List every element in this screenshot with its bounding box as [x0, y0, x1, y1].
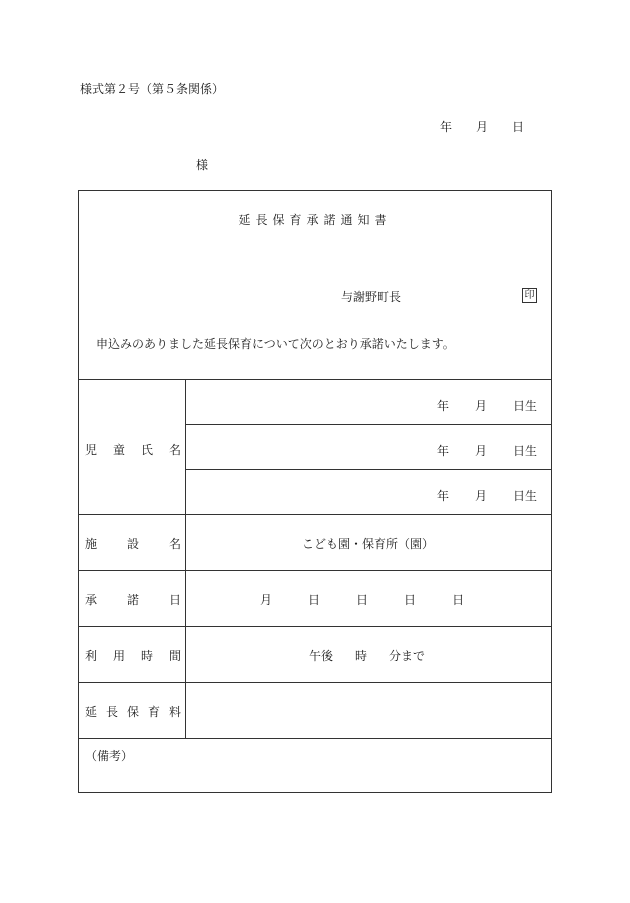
approval-date-value: 月 日 日 日 日	[260, 593, 465, 607]
divider	[79, 514, 551, 515]
remarks-label: （備考）	[85, 749, 134, 763]
notice-form	[78, 190, 552, 793]
issuer-name: 与謝野町長	[341, 290, 402, 304]
label-char: 諾	[126, 593, 139, 607]
label-char: 名	[168, 443, 181, 457]
label-char: 育	[147, 705, 160, 719]
label-char: 延	[85, 705, 98, 719]
usage-time-label	[85, 647, 181, 664]
label-char: 長	[105, 705, 118, 719]
label-char: 設	[126, 537, 139, 551]
divider	[79, 626, 551, 627]
label-char: 日	[168, 593, 181, 607]
facility-value: こども園・保育所（園）	[301, 537, 434, 551]
label-char: 用	[112, 649, 125, 663]
extended-care-fee-label	[85, 703, 181, 720]
divider	[79, 682, 551, 683]
label-char: 児	[85, 443, 98, 457]
facility-label	[85, 535, 181, 552]
notice-body-text: 申込みのありました延長保育について次のとおり承諾いたします。	[96, 337, 455, 351]
child-dob-row-2: 年 月 日生	[437, 444, 537, 458]
label-char: 料	[168, 705, 181, 719]
child-dob-row-1: 年 月 日生	[437, 399, 537, 413]
label-char: 童	[112, 443, 125, 457]
divider	[185, 424, 551, 425]
divider	[79, 738, 551, 739]
form-number: 様式第２号（第５条関係）	[80, 82, 225, 96]
column-divider	[185, 379, 186, 738]
divider	[185, 469, 551, 470]
date-day: 日	[512, 120, 525, 134]
divider	[79, 379, 551, 380]
divider	[79, 570, 551, 571]
approval-date-label	[85, 591, 181, 608]
usage-time-value: 午後 時 分まで	[309, 649, 426, 663]
label-char: 名	[168, 537, 181, 551]
date-line	[440, 118, 524, 135]
label-char: 施	[85, 537, 98, 551]
label-char: 氏	[140, 443, 153, 457]
child-dob-row-3: 年 月 日生	[437, 489, 537, 503]
document-title: 延長保育承諾通知書	[238, 213, 392, 227]
addressee-honorific: 様	[196, 158, 209, 172]
label-char: 利	[85, 649, 98, 663]
label-char: 承	[85, 593, 98, 607]
label-char: 保	[126, 705, 139, 719]
label-char: 時	[140, 649, 153, 663]
date-month: 月	[476, 120, 489, 134]
child-name-label	[85, 441, 181, 458]
seal-mark: 印	[522, 288, 537, 303]
label-char: 間	[168, 649, 181, 663]
date-year: 年	[440, 120, 453, 134]
